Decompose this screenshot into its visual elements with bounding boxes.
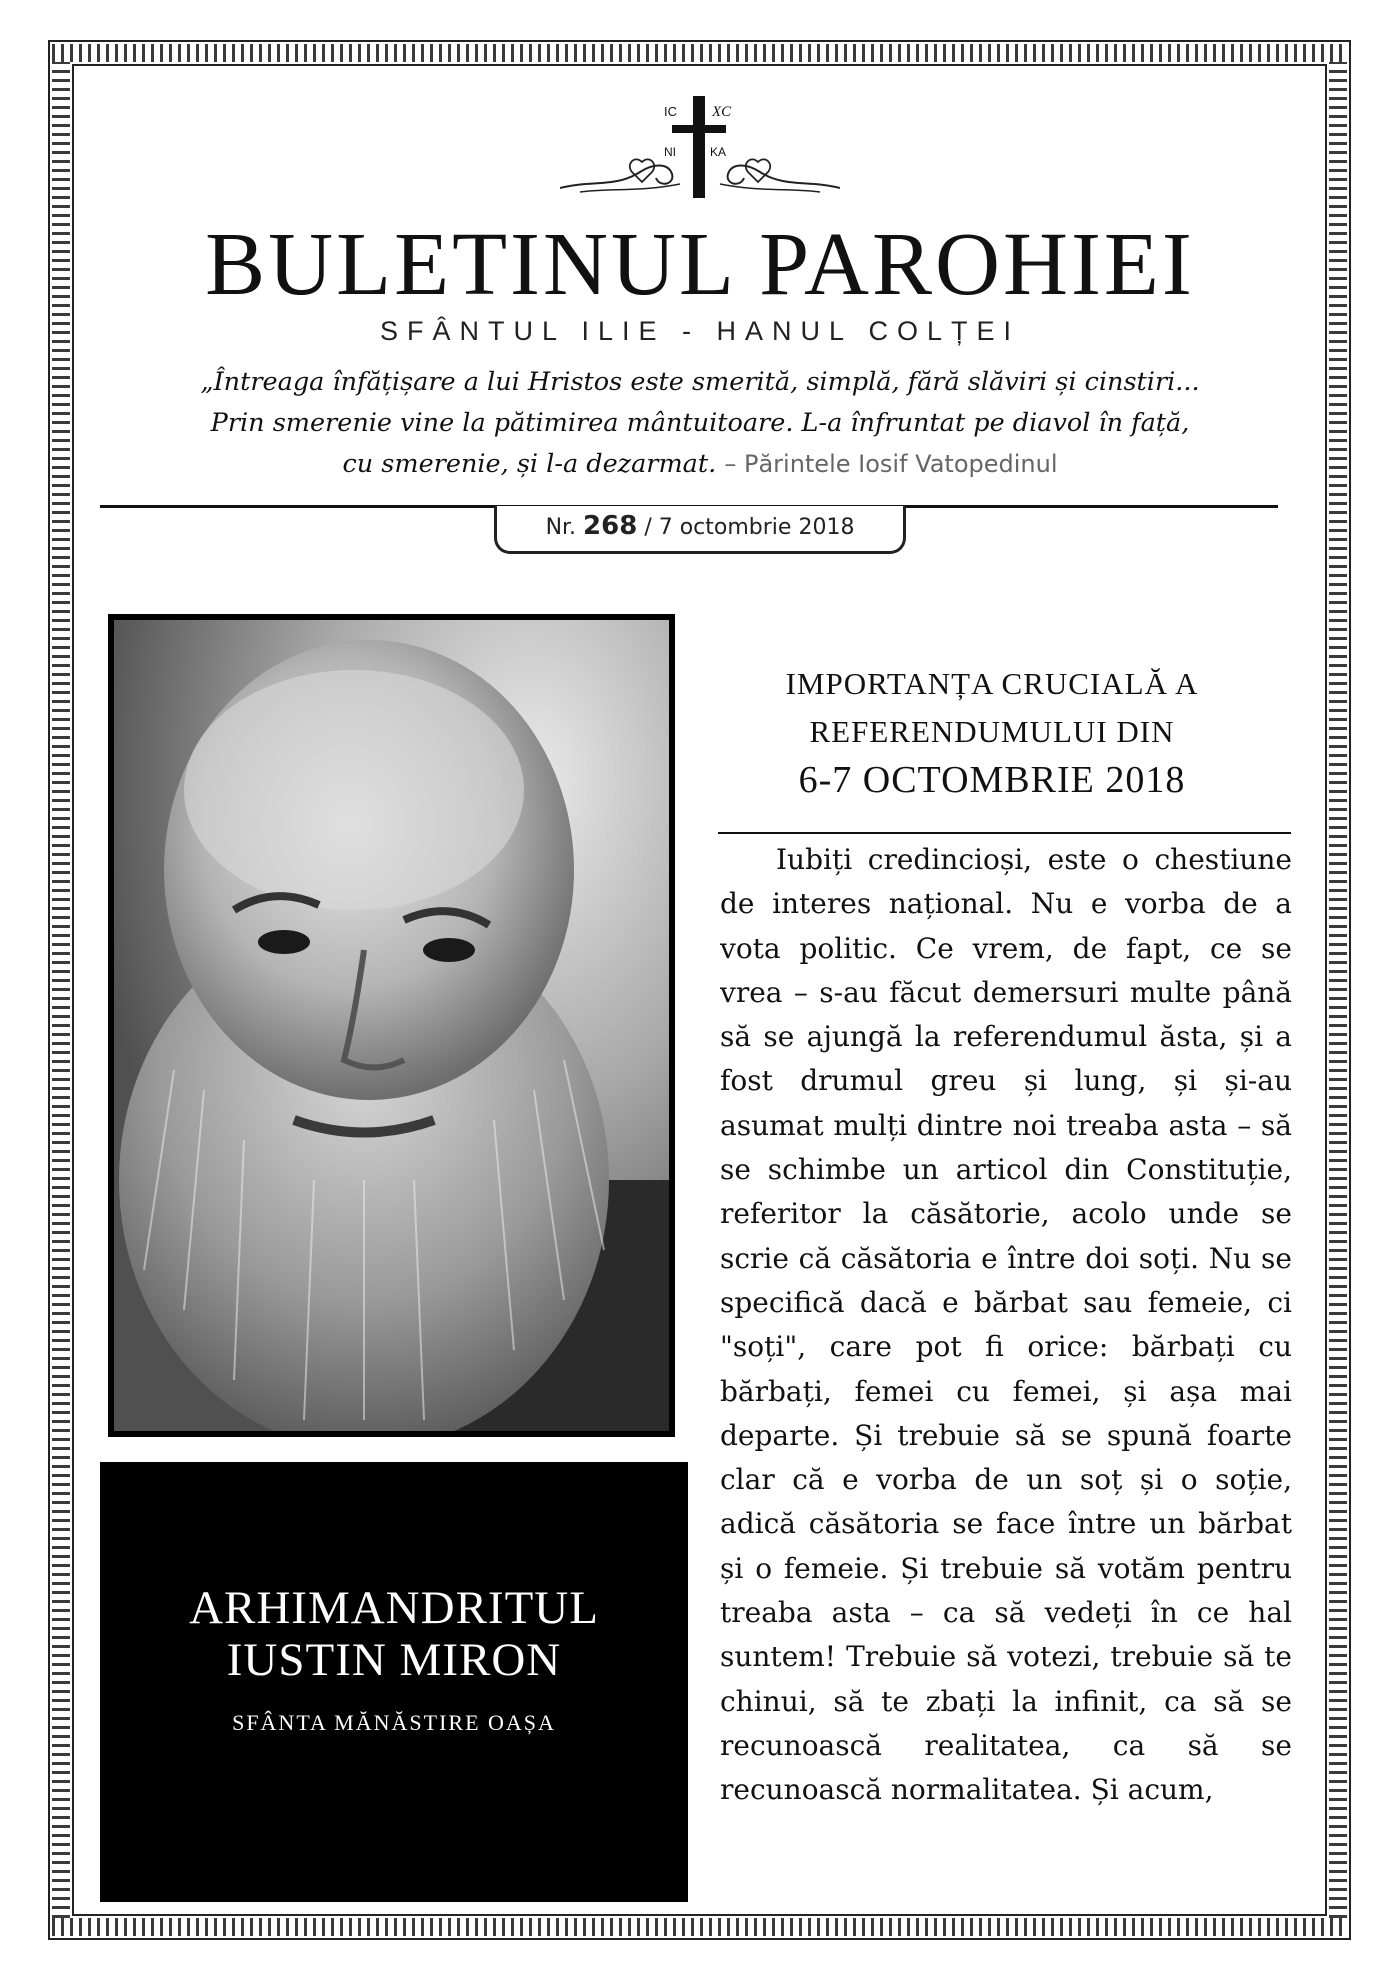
article-title-line-2: REFERENDUMULUI DIN xyxy=(809,714,1175,749)
emblem-ic: IC xyxy=(664,104,677,119)
article-divider xyxy=(718,832,1291,834)
caption-box xyxy=(100,1462,688,1902)
article-title-line-1: IMPORTANȚA CRUCIALĂ A xyxy=(785,666,1199,701)
issue-label xyxy=(494,506,906,554)
quote-line-3 xyxy=(140,444,1260,485)
quote-line-1: „Întreaga înfățișare a lui Hristos este smerită, simplă, fără slăviri și cinstiri... xyxy=(200,367,1200,397)
issue-prefix: Nr. xyxy=(545,515,577,540)
article-title xyxy=(714,660,1270,804)
quote-line-3-text: cu smerenie, și l-a dezarmat. xyxy=(342,449,717,479)
issue-number: 268 xyxy=(583,511,638,541)
masthead-title: BULETINUL PAROHIEI xyxy=(205,215,1195,314)
emblem-ka: KA xyxy=(710,145,727,159)
caption-name-line-1: ARHIMANDRITUL xyxy=(189,1582,599,1634)
portrait-photo xyxy=(108,614,675,1437)
portrait-image xyxy=(114,620,669,1431)
article-paragraph: Iubiți credincioși, este o chestiune de interes național. Nu e vorba de a vota politic. Ce vrem, de fapt, ce se vrea – s-au făcut demersuri multe până să se ajungă la referendumul ăsta, și a fost drumul greu și lung, și și-au asumat mulți dintre noi treaba asta – să se schimbe un articol din Constituție, referitor la căsătorie, acolo unde se scrie că căsătoria e între doi soți. Nu se specifică dacă e bărbat sau femeie, ci "soți", care pot fi orice: bărbați cu bărbați, femei cu femei, și așa mai departe. Și trebuie să se spună foarte clar că e vorba de un soț și o soție, adică căsătoria se face între un bărbat și o femeie. Și trebuie să votăm pentru treaba asta – ca să vedeți în ce hal suntem! Trebuie să votezi, trebuie să te chinui, să te zbați la infinit, ca să se recunoască realitatea, ca să se recunoască normalitatea. Și acum, xyxy=(720,843,1292,1807)
article-title-line-3: 6-7 OCTOMBRIE 2018 xyxy=(798,759,1186,801)
epigraph-quote xyxy=(140,362,1260,485)
caption-place: SFÂNTA MĂNĂSTIRE OAȘA xyxy=(232,1710,556,1735)
quote-line-2: Prin smerenie vine la pătimirea mântuitoare. L-a înfruntat pe diavol în față, xyxy=(210,408,1190,438)
cross-emblem-icon xyxy=(560,92,840,204)
emblem-xc: XC xyxy=(712,104,732,120)
emblem-ni: NI xyxy=(664,145,676,159)
masthead-subtitle: SFÂNTUL ILIE - HANUL COLȚEI xyxy=(379,316,1021,346)
article-body xyxy=(720,838,1292,1888)
caption-name-line-2: IUSTIN MIRON xyxy=(226,1634,562,1686)
issue-date: / 7 octombrie 2018 xyxy=(644,515,855,540)
quote-author: – Părintele Iosif Vatopedinul xyxy=(724,450,1058,478)
caption-name xyxy=(100,1582,688,1686)
